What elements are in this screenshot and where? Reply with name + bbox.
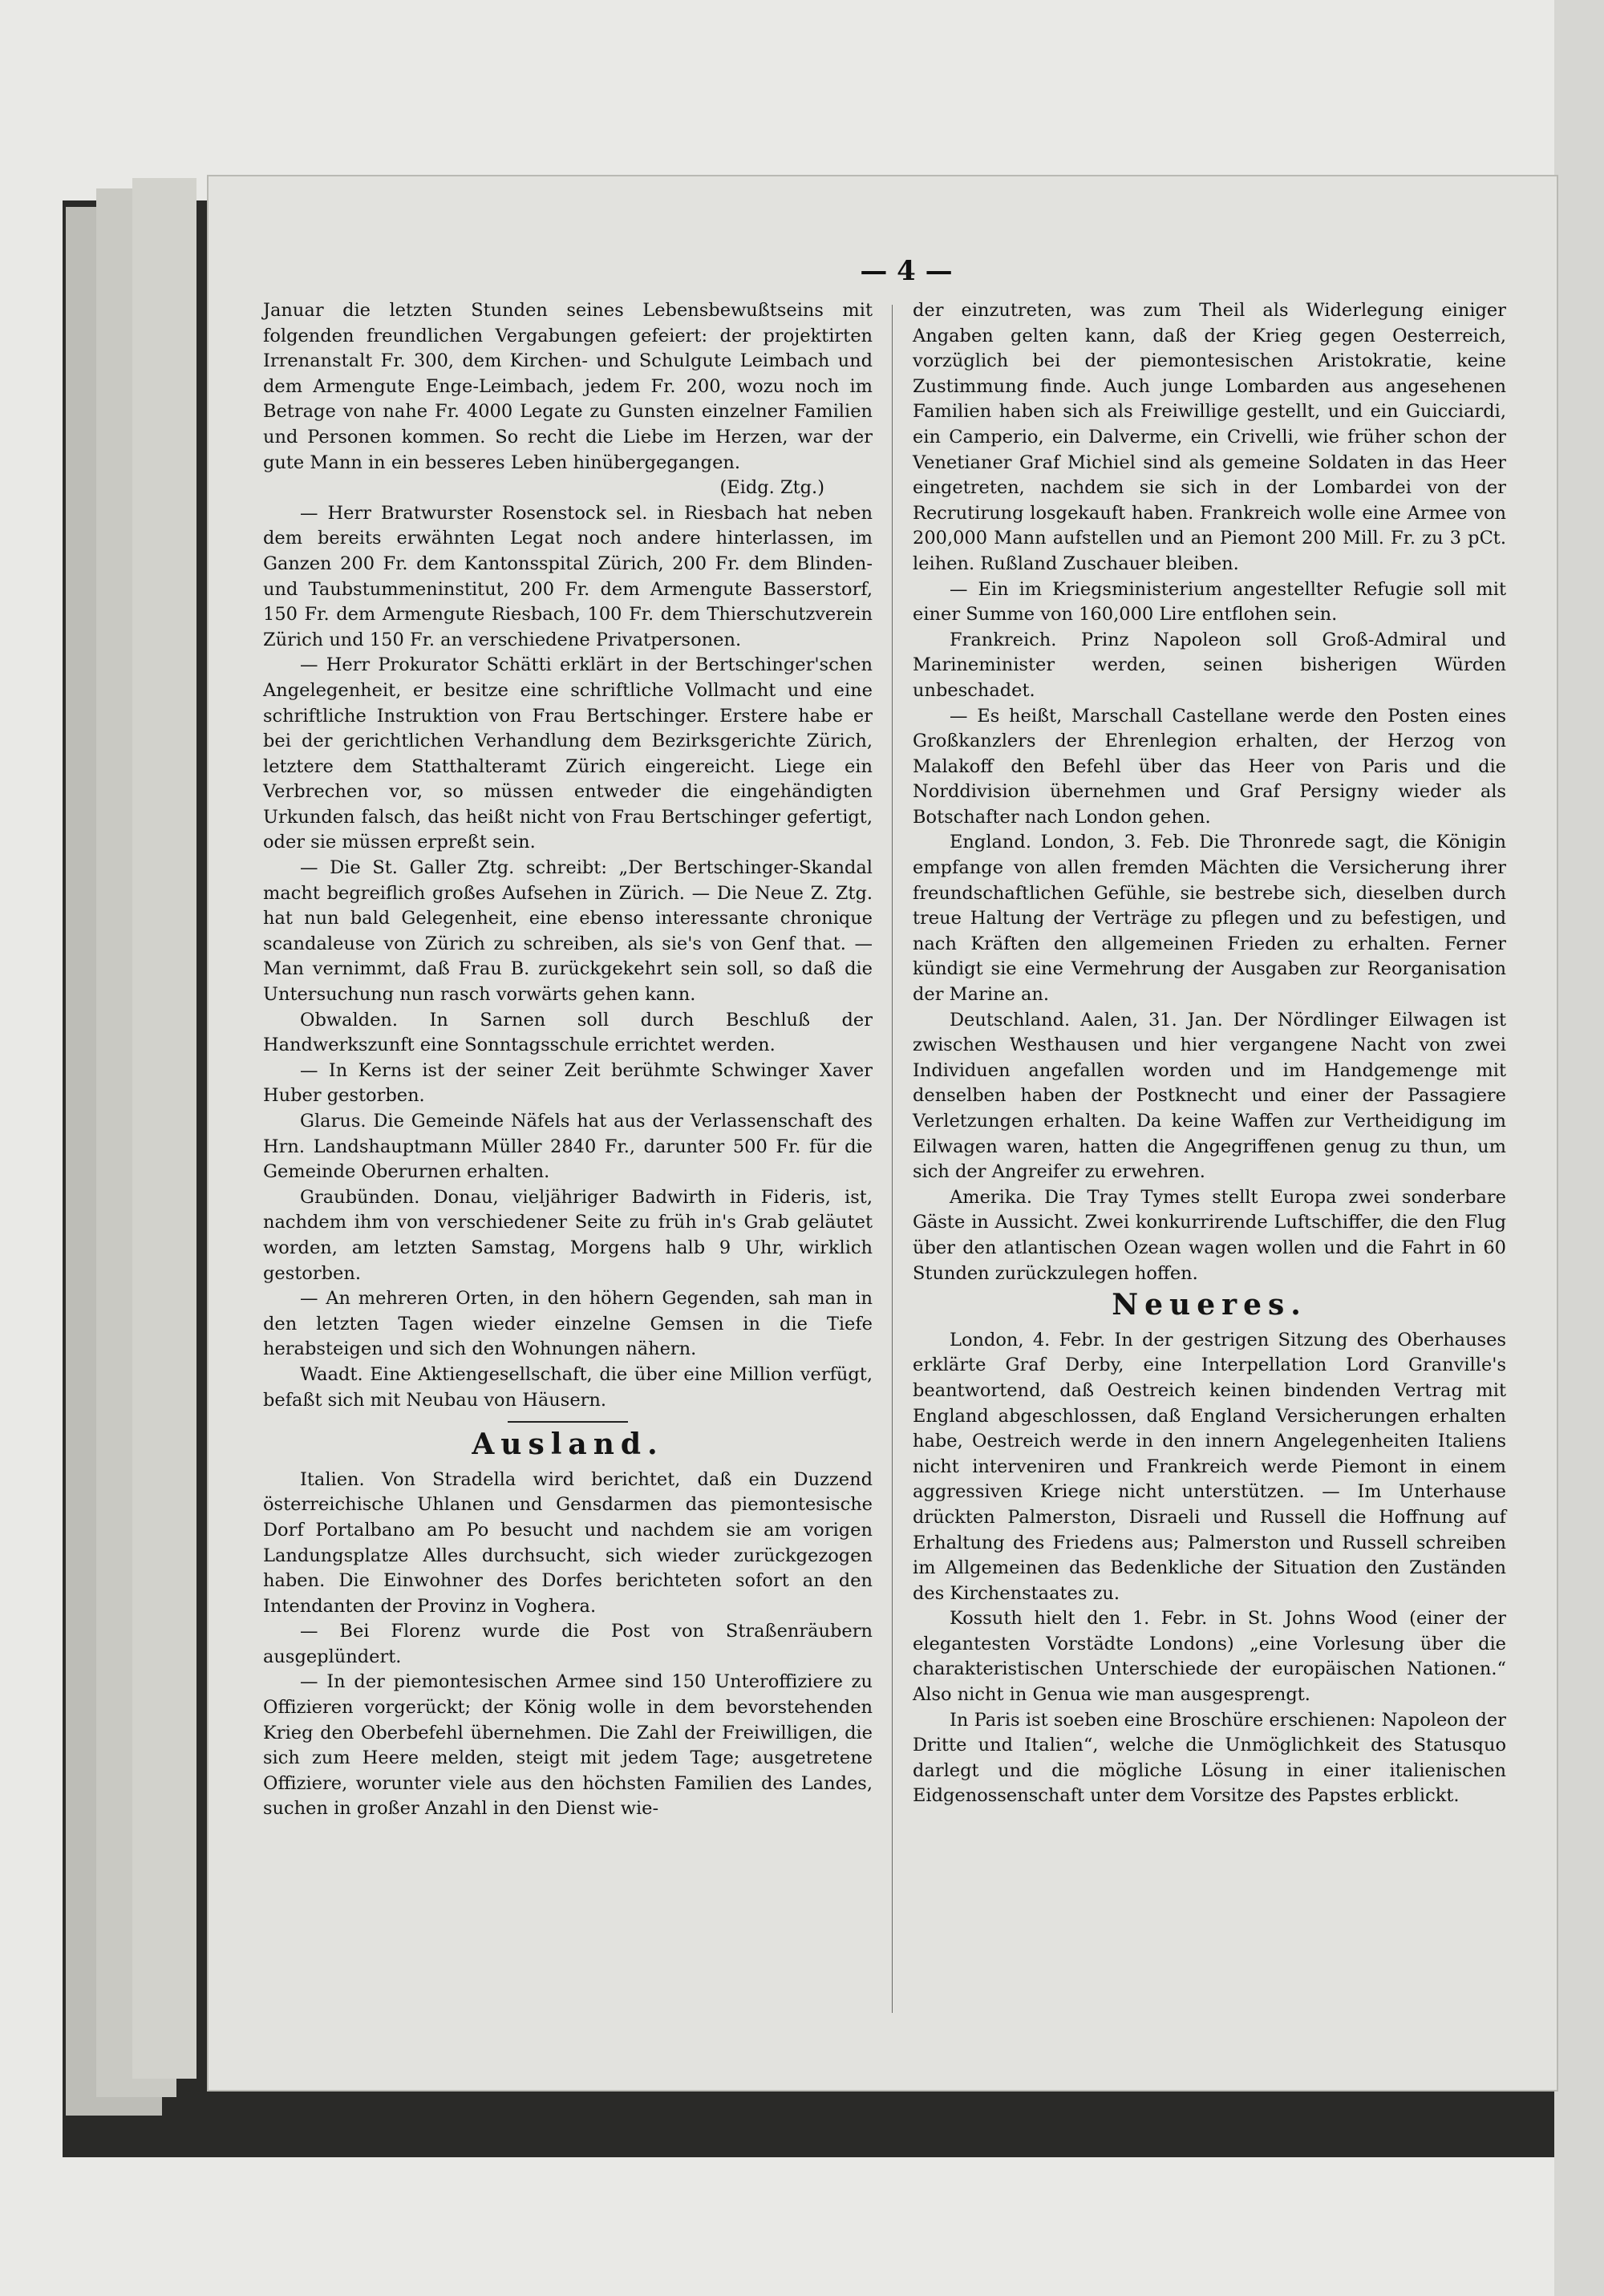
article-paragraph-p4: — Die St. Galler Ztg. schreibt: „Der Bertschinger-Skandal macht begreiflich großes Aufsehen in Zürich. — Die Neue Z. Ztg. hat nun bald Gelegenheit, eine ebenso interessante chronique scandaleuse von Zürich zu schreiben, als sie's von Genf that. — Man vernimmt, daß Frau B. zurückgekehrt sein soll, so daß die Untersuchung nun rasch vorwärts gehen kann. — [263, 857, 873, 1006]
article-paragraph-n3: In Paris ist soeben eine Broschüre erschienen: Napoleon der Dritte und Italien“, welche die Unmöglichkeit des Statusquo darlegt und die mögliche Lösung in einer italienischen Eidgenossenschaft unter dem Vorsitze des Papstes erblickt. — [913, 1709, 1506, 1807]
article-paragraph-r3: Frankreich. Prinz Napoleon soll Groß-Admiral und Marineminister werden, seinen bisherigen Würden unbeschadet. — [913, 629, 1506, 701]
article-paragraph-p1: Januar die letzten Stunden seines Lebensbewußtseins mit folgenden freundlichen Vergabungen gefeiert: der projektirten Irrenanstalt Fr. 300, dem Kirchen- und Schulgute Leimbach und dem Armengute Enge-Leimbach, jedem Fr. 200, wozu noch im Betrage von nahe Fr. 4000 Legate zu Gunsten einzelner Familien und Personen kommen. So recht die Liebe im Herzen, war der gute Mann in ein besseres Leben hinübergegangen. — [263, 300, 873, 473]
article-paragraph-p5: Obwalden. In Sarnen soll durch Beschluß der Handwerkszunft eine Sonntagsschule errichtet werden. — [263, 1009, 873, 1056]
article-paragraph-p1src: (Eidg. Ztg.) — [719, 477, 824, 499]
ausland-articles — [263, 1468, 873, 1822]
article-paragraph-p2: — Herr Bratwurster Rosenstock sel. in Riesbach hat neben dem bereits erwähnten Legat noch andere hinterlassen, im Ganzen 200 Fr. dem Kantonsspital Zürich, 200 Fr. dem Blinden- und Taubstummeninstitut, 200 Fr. dem Armengute Basserstorf, 150 Fr. dem Armengute Riesbach, 100 Fr. dem Thierschutzverein Zürich und 150 Fr. an verschiedene Privatpersonen. — [263, 502, 873, 650]
article-paragraph-n2: Kossuth hielt den 1. Febr. in St. Johns Wood (einer der elegantesten Vorstädte Londons) „eine Vorlesung über die charakteristischen Unterschiede der europäischen Nationen.“ Also nicht in Genua wie man ausgesprengt. — [913, 1608, 1506, 1706]
neueres-articles — [913, 1328, 1506, 1809]
column-divider — [892, 305, 893, 2013]
article-paragraph-r2: — Ein im Kriegsministerium angestellter Refugie soll mit einer Summe von 160,000 Lire entflohen sein. — [913, 578, 1506, 626]
section-rule — [508, 1421, 628, 1423]
article-paragraph-r6: Deutschland. Aalen, 31. Jan. Der Nördlinger Eilwagen ist zwischen Westhausen und hier vergangene Nacht von zwei Individuen angefallen worden und im Handgemenge mit denselben haben der Postknecht und einer der Passagiere Verletzungen erhalten. Da keine Waffen zur Vertheidigung im Eilwagen waren, hatten die Angegriffenen genug zu thun, um sich der Angreifer zu erwehren. — [913, 1009, 1506, 1183]
article-paragraph-a2: — Bei Florenz wurde die Post von Straßenräubern ausgeplündert. — [263, 1621, 873, 1667]
article-paragraph-r4: — Es heißt, Marschall Castellane werde den Posten eines Großkanzlers der Ehrenlegion erhalten, der Herzog von Malakoff den Befehl über das Heer von Paris und die Norddivision übernehmen und Graf Persigny wieder als Botschafter nach London gehen. — [913, 705, 1506, 828]
left-column — [263, 298, 873, 1822]
neueres-heading: Neueres. — [1112, 1288, 1307, 1322]
article-paragraph-p6: — In Kerns ist der seiner Zeit berühmte Schwinger Xaver Huber gestorben. — [263, 1059, 873, 1107]
article-paragraph-r7: Amerika. Die Tray Tymes stellt Europa zwei sonderbare Gäste in Aussicht. Zwei konkurrirende Luftschiffer, die den Flug über den atlantischen Ozean wagen wollen und die Fahrt in 60 Stunden zurückzulegen hoffen. — [913, 1186, 1506, 1284]
left-column-articles — [263, 298, 873, 1413]
page-number: — 4 — — [860, 255, 953, 287]
article-paragraph-r1: der einzutreten, was zum Theil als Widerlegung einiger Angaben gelten kann, daß der Krieg gegen Oesterreich, vorzüglich bei der piemontesischen Aristokratie, keine Zustimmung finde. Auch junge Lombarden aus angesehenen Familien haben sich als Freiwillige gestellt, und ein Guicciardi, ein Camperio, ein Dalverme, ein Crivelli, wie früher schon der Venetianer Graf Michiel sind als gemeine Soldaten in das Heer eingetreten, nachdem sie sich in der Lombardei von der Recrutirung losgekauft haben. Frankreich wolle eine Armee von 200,000 Mann aufstellen und an Piemont 200 Mill. Fr. zu 3 pCt. leihen. Rußland Zuschauer bleiben. — [913, 300, 1506, 574]
scan-margin-right — [1554, 0, 1604, 2296]
ausland-heading: Ausland. — [472, 1427, 664, 1462]
article-paragraph-a3: — In der piemontesischen Armee sind 150 Unteroffiziere zu Offizieren vorgerückt; der König wolle in dem bevorstehenden Krieg den Oberbefehl übernehmen. Die Zahl der Freiwilligen, die sich zum Heere melden, steigt mit jedem Tage; ausgetretene Offiziere, worunter viele aus den höchsten Familien des Landes, suchen in großer Anzahl in den Dienst wie- — [263, 1671, 873, 1820]
right-column-articles — [913, 298, 1506, 1286]
article-paragraph-a1: Italien. Von Stradella wird berichtet, daß ein Duzzend österreichische Uhlanen und Gensdarmen das piemontesische Dorf Portalbano am Po besucht und nachdem sie am vorigen Landungsplatze Alles durchsucht, sich wieder zurückgezogen haben. Die Einwohner des Dorfes berichteten sofort an den Intendanten der Provinz in Voghera. — [263, 1468, 873, 1617]
underlying-page-3 — [132, 178, 196, 2079]
article-paragraph-p8: Graubünden. Donau, vieljähriger Badwirth in Fideris, ist, nachdem ihm von verschiedener Seite zu früh in's Grab geläutet worden, am letzten Samstag, Morgens halb 9 Uhr, wirklich gestorben. — [263, 1186, 873, 1284]
article-paragraph-p10: Waadt. Eine Aktiengesellschaft, die über eine Million verfügt, befaßt sich mit Neubau von Häusern. — [263, 1363, 873, 1411]
article-paragraph-r5: England. London, 3. Feb. Die Thronrede sagt, die Königin empfange von allen fremden Mächten die Versicherung ihrer freundschaftlichen Gefühle, sie bestrebe sich, dieselben durch treue Haltung der Verträge zu pflegen und zu befestigen, und nach Kräften den allgemeinen Frieden zu erhalten. Ferner kündigt sie eine Vermehrung der Ausgaben zur Reorganisation der Marine an. — [913, 832, 1506, 1006]
article-paragraph-p9: — An mehreren Orten, in den höhern Gegenden, sah man in den letzten Tagen wieder einzelne Gemsen in die Tiefe herabsteigen und sich den Wohnungen nähern. — [263, 1288, 873, 1360]
right-column — [913, 298, 1506, 1809]
article-paragraph-p3: — Herr Prokurator Schätti erklärt in der Bertschinger'schen Angelegenheit, er besitze eine schriftliche Vollmacht und eine schriftliche Instruktion von Frau Bertschinger. Erstere habe er bei der gerichtlichen Verhandlung dem Bezirksgerichte Zürich, letztere dem Statthalteramt Zürich eingereicht. Liege ein Verbrechen vor, so müssen entweder die eingehändigten Urkunden falsch, das heißt nicht von Frau Bertschinger gefertigt, oder sie müssen erpreßt sein. — [263, 654, 873, 853]
article-paragraph-n1: London, 4. Febr. In der gestrigen Sitzung des Oberhauses erklärte Graf Derby, eine Interpellation Lord Granville's beantwortend, daß Oestreich keinen bindenden Vertrag mit England abgeschlossen, daß England Versicherungen erhalten habe, Oestreich werde in den innern Angelegenheiten Italiens nicht interveniren und Frankreich werde Piemont in einem aggressiven Kriege nicht unterstützen. — Im Unterhause drückten Palmerston, Disraeli und Russell die Hoffnung auf Erhaltung des Friedens aus; Palmerston und Russell schreiben im Allgemeinen das Bedenkliche der Situation den Zuständen des Kirchenstaates zu. — [913, 1329, 1506, 1604]
article-paragraph-p7: Glarus. Die Gemeinde Näfels hat aus der Verlassenschaft des Hrn. Landshauptmann Müller 2840 Fr., darunter 500 Fr. für die Gemeinde Oberurnen erhalten. — [263, 1111, 873, 1183]
